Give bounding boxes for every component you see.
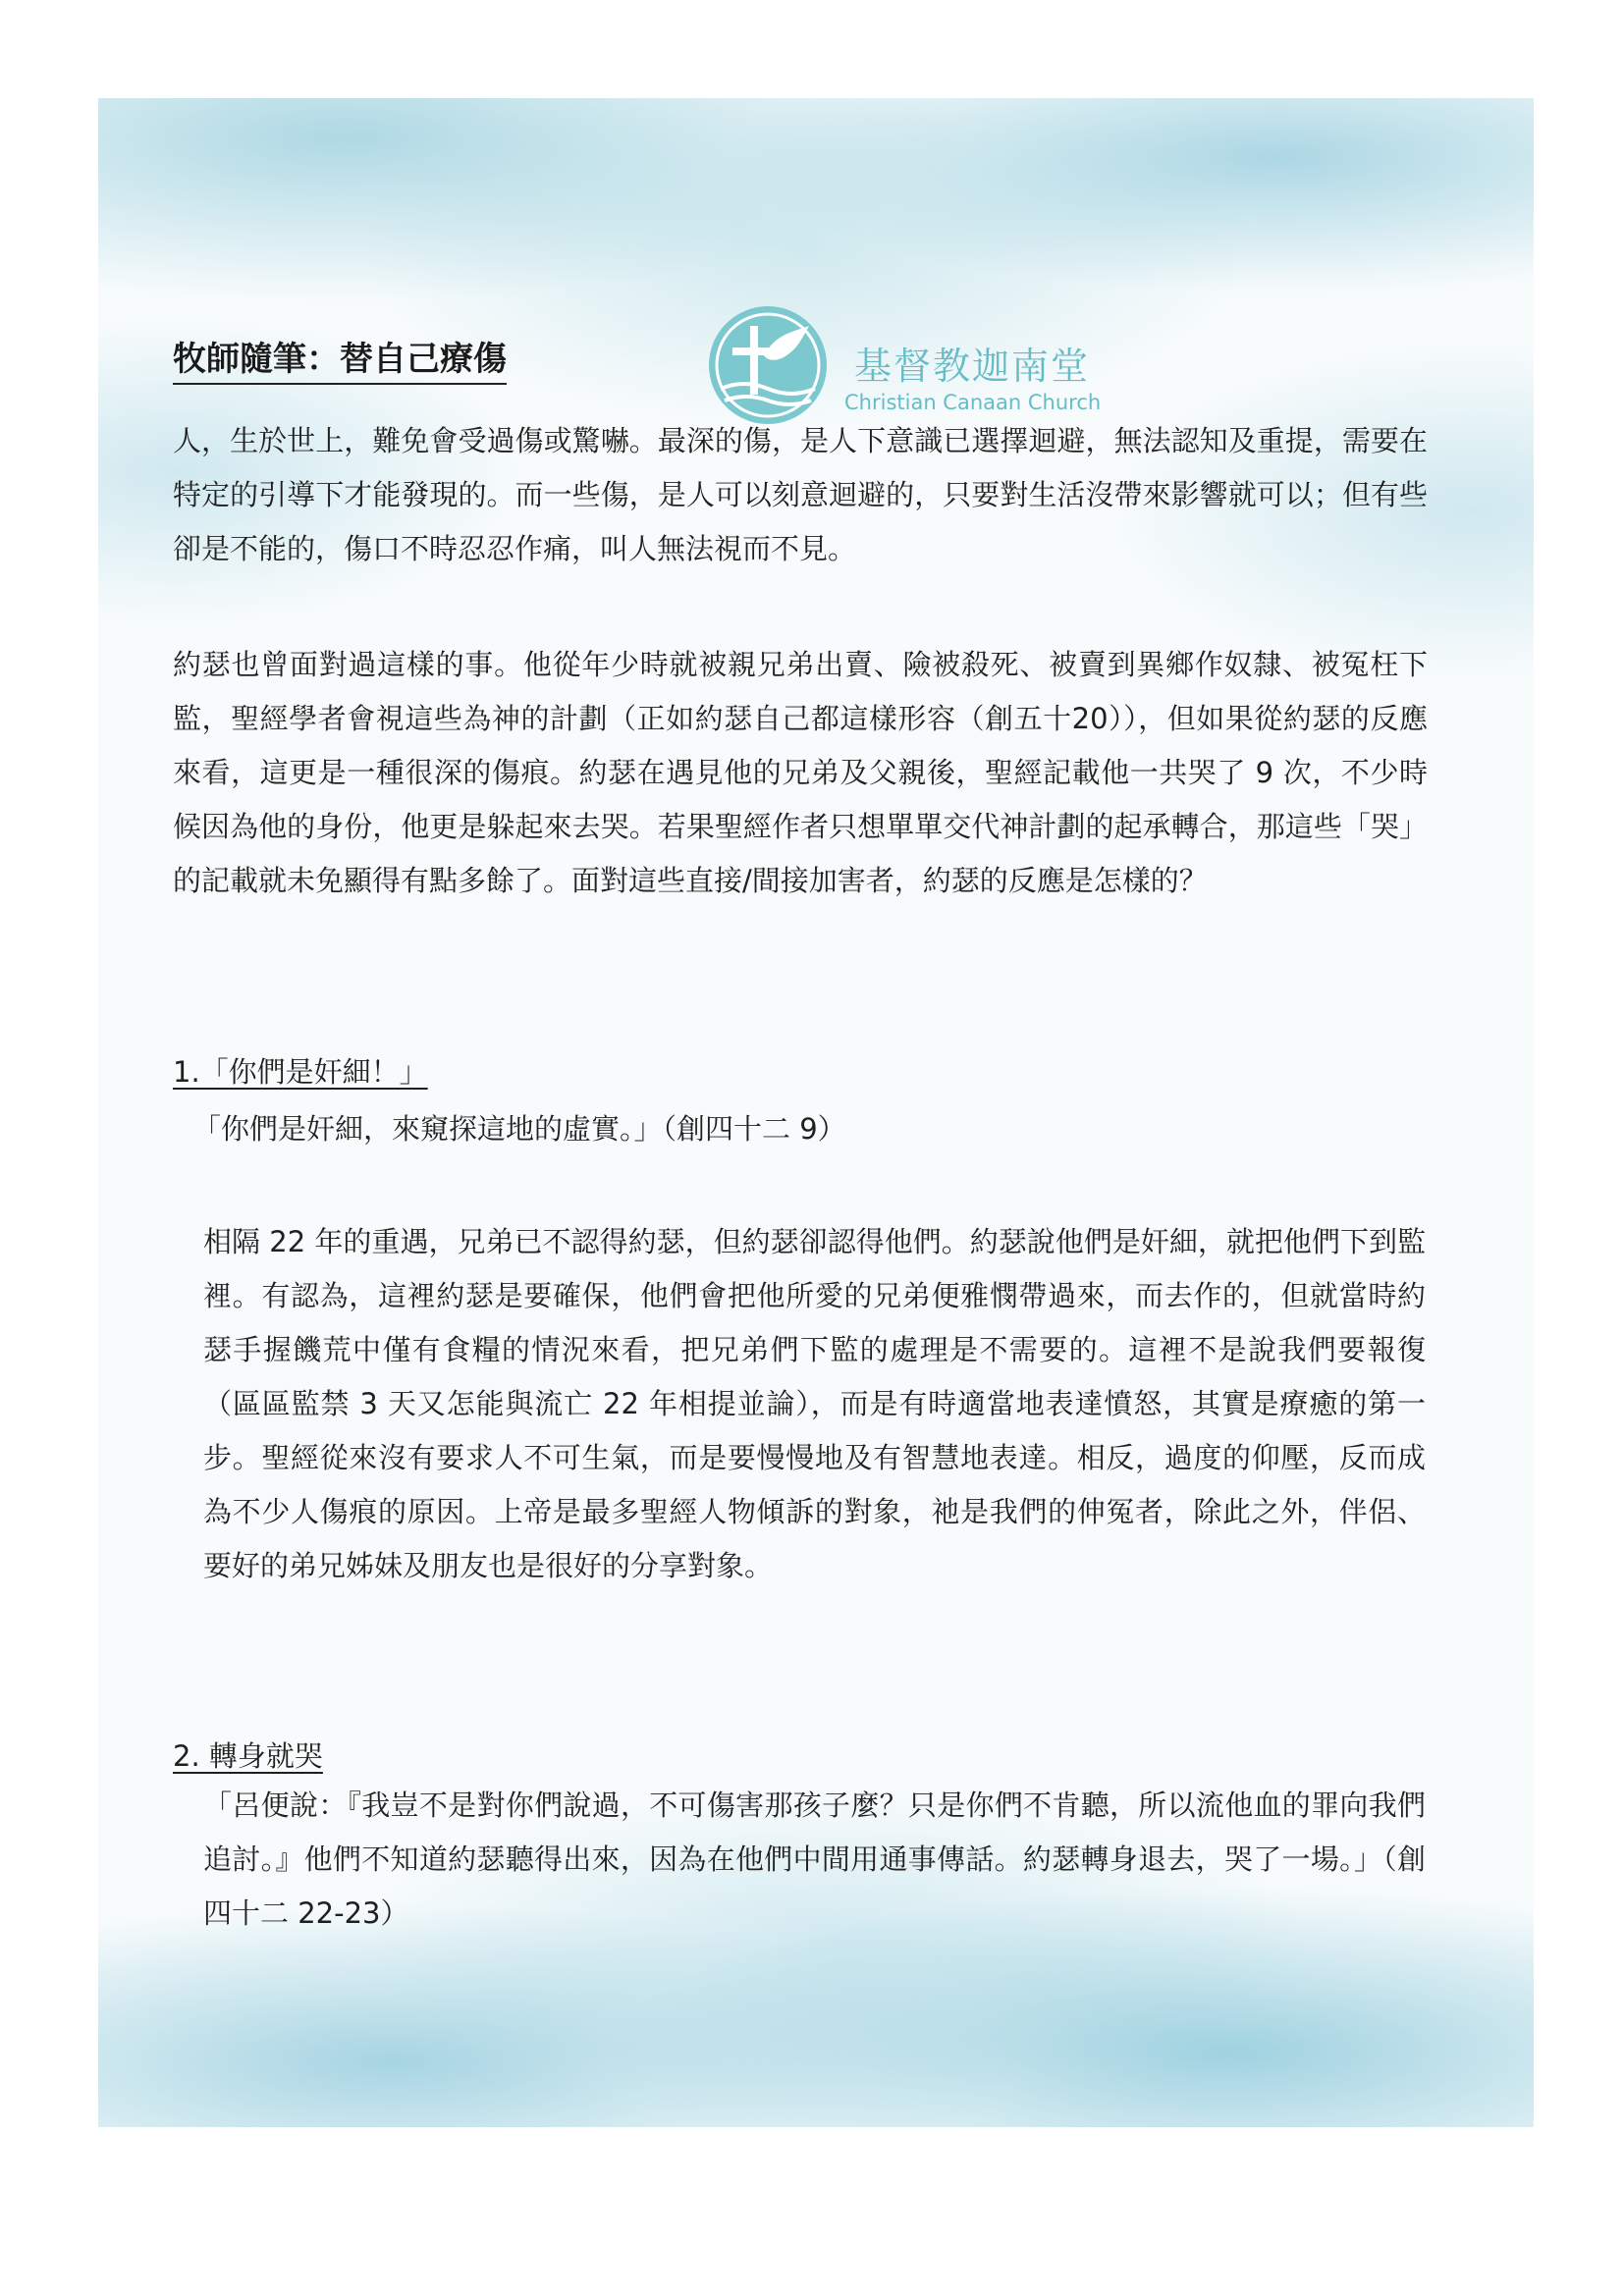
article-title: 牧師隨筆：替自己療傷 (173, 332, 507, 385)
section-1-heading: 1.「你們是奸細！」 (173, 1055, 428, 1089)
church-name-en: Christian Canaan Church (844, 391, 1102, 414)
church-logo (707, 304, 1218, 432)
section-1-quote: 「你們是奸細，來窺探這地的虛實。」（創四十二 9） (192, 1112, 846, 1146)
cross-dove-icon (707, 304, 829, 426)
section-2-quote: 「呂便說：『我豈不是對你們說過，不可傷害那孩子麼？只是你們不肯聽，所以流他血的罪向我們追討。』他們不知道約瑟聽得出來，因為在他們中間用通事傳話。約瑟轉身退去，哭了一場。」（創四十二 22-23） (203, 1789, 1426, 1930)
intro-paragraph: 人，生於世上，難免會受過傷或驚嚇。最深的傷，是人下意識已選擇迴避，無法認知及重提，需要在特定的引導下才能發現的。而一些傷，是人可以刻意迴避的，只要對生活沒帶來影響就可以；但有些卻是不能的，傷口不時忍忍作痛，叫人無法視而不見。 (173, 424, 1428, 565)
joseph-paragraph: 約瑟也曾面對過這樣的事。他從年少時就被親兄弟出賣、險被殺死、被賣到異鄉作奴隸、被冤枉下監，聖經學者會視這些為神的計劃（正如約瑟自己都這樣形容（創五十20）），但如果從約瑟的反應來看，這更是一種很深的傷痕。約瑟在遇見他的兄弟及父親後，聖經記載他一共哭了 9 次，不少時候因為他的身份，他更是躲起來去哭。若果聖經作者只想單單交代神計劃的起承轉合，那這些「哭」的記載就未免顯得有點多餘了。面對這些直接/間接加害者，約瑟的反應是怎樣的？ (173, 648, 1428, 897)
section-1-body: 相隔 22 年的重遇，兄弟已不認得約瑟，但約瑟卻認得他們。約瑟說他們是奸細，就把他們下到監裡。有認為，這裡約瑟是要確保，他們會把他所愛的兄弟便雅憫帶過來，而去作的，但就當時約瑟手握饑荒中僅有食糧的情況來看，把兄弟們下監的處理是不需要的。這裡不是說我們要報復（區區監禁 3 天又怎能與流亡 22 年相提並論），而是有時適當地表達憤怒，其實是療癒的第一步。聖經從來沒有要求人不可生氣，而是要慢慢地及有智慧地表達。相反，過度的仰壓，反而成為不少人傷痕的原因。上帝是最多聖經人物傾訴的對象，祂是我們的伸冤者，除此之外，伴侶、要好的弟兄姊妹及朋友也是很好的分享對象。 (203, 1225, 1426, 1582)
church-name-zh: 基督教迦南堂 (854, 345, 1091, 388)
section-2-heading: 2. 轉身就哭 (173, 1739, 323, 1773)
